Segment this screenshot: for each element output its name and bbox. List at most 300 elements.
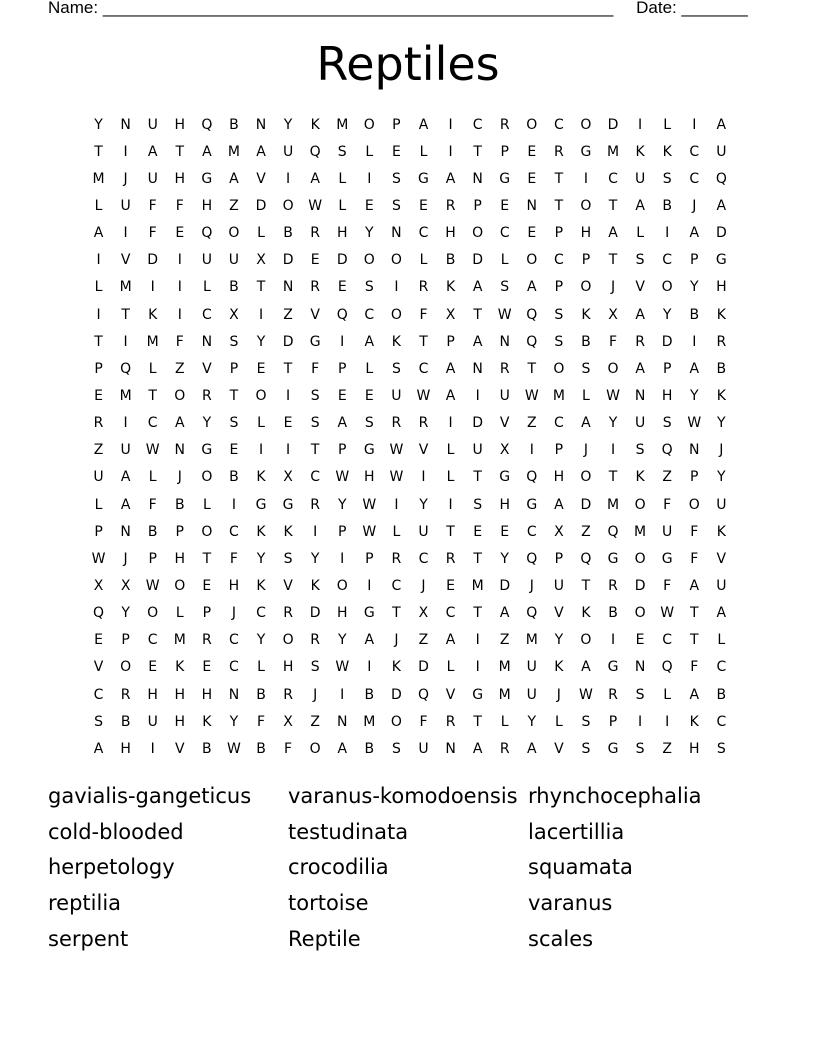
grid-letter: O [120, 659, 132, 676]
grid-letter: H [336, 225, 348, 242]
grid-letter: K [716, 306, 726, 323]
grid-letter: T [419, 333, 428, 350]
grid-letter: P [175, 523, 184, 540]
grid-letter: R [310, 632, 321, 649]
grid-letter: R [499, 740, 510, 757]
grid-letter: H [553, 469, 565, 486]
grid-letter: B [229, 279, 239, 296]
word-list-row [48, 921, 768, 957]
grid-letter: Z [662, 740, 672, 757]
grid-letter: F [148, 225, 157, 242]
grid-letter: O [309, 740, 321, 757]
grid-letter: J [610, 279, 616, 296]
grid-letter: O [607, 360, 619, 377]
grid-letter: T [121, 306, 130, 323]
grid-letter: L [663, 116, 672, 133]
grid-letter: A [635, 306, 645, 323]
grid-letter: V [93, 659, 104, 676]
grid-letter: F [690, 659, 699, 676]
grid-letter: R [499, 116, 510, 133]
word-list-item: rhynchocephalia [528, 783, 702, 808]
grid-letter: W [579, 686, 593, 703]
grid-letter: S [635, 442, 645, 459]
grid-letter: K [716, 387, 726, 404]
grid-letter: P [554, 442, 564, 459]
grid-letter: A [472, 279, 483, 296]
grid-letter: G [499, 469, 511, 486]
grid-letter: T [689, 605, 699, 622]
grid-letter: F [175, 333, 184, 350]
word-list-item: reptilia [48, 891, 122, 916]
grid-letter: B [256, 686, 266, 703]
grid-letter: Z [526, 415, 537, 432]
grid-letter: K [148, 306, 158, 323]
grid-letter: Q [715, 170, 727, 187]
grid-letter: T [554, 197, 564, 214]
grid-letter: V [716, 550, 727, 567]
grid-letter: S [94, 713, 103, 730]
grid-letter: A [147, 143, 158, 160]
grid-letter: P [229, 360, 239, 377]
grid-letter: F [419, 713, 428, 730]
grid-letter: U [553, 577, 564, 594]
grid-letter: I [258, 306, 264, 323]
grid-letter: K [256, 577, 266, 594]
grid-letter: E [94, 632, 103, 649]
grid-letter: C [553, 252, 564, 269]
grid-letter: Q [201, 225, 213, 242]
grid-letter: A [689, 577, 700, 594]
grid-letter: O [661, 279, 673, 296]
grid-letter: P [554, 279, 564, 296]
grid-letter: U [526, 659, 537, 676]
grid-letter: S [364, 415, 374, 432]
grid-letter: L [257, 415, 265, 432]
grid-letter: Q [526, 605, 538, 622]
grid-letter: C [93, 686, 104, 703]
grid-letter: E [364, 197, 374, 214]
grid-letter: Z [229, 197, 239, 214]
word-list-item: varanus-komodoensis [288, 783, 518, 808]
grid-row [85, 301, 735, 328]
grid-letter: I [123, 333, 128, 350]
grid-letter: I [448, 116, 453, 133]
grid-letter: F [419, 306, 428, 323]
grid-row [85, 491, 735, 518]
grid-letter: C [662, 632, 673, 649]
grid-letter: N [174, 442, 186, 459]
word-list-item: crocodilia [288, 855, 389, 880]
grid-letter: M [227, 143, 240, 160]
grid-letter: U [418, 523, 429, 540]
grid-letter: U [120, 197, 131, 214]
grid-letter: I [529, 442, 534, 459]
grid-letter: A [581, 415, 591, 432]
grid-letter: O [390, 713, 402, 730]
grid-letter: P [121, 632, 130, 649]
grid-letter: L [338, 197, 347, 214]
grid-letter: K [445, 279, 456, 296]
grid-letter: G [526, 496, 538, 513]
grid-letter: P [554, 550, 564, 567]
grid-letter: Y [256, 333, 266, 350]
grid-letter: H [120, 740, 131, 757]
grid-row [85, 382, 735, 409]
grid-letter: G [715, 252, 727, 269]
grid-letter: D [418, 659, 429, 676]
grid-letter: R [499, 360, 510, 377]
grid-letter: I [692, 116, 697, 133]
grid-letter: M [173, 632, 186, 649]
grid-letter: S [229, 415, 239, 432]
grid-letter: I [394, 279, 399, 296]
grid-letter: Z [581, 523, 591, 540]
grid-letter: P [554, 225, 564, 242]
grid-letter: H [499, 496, 510, 513]
grid-row [85, 111, 735, 138]
word-search-grid [85, 111, 735, 762]
grid-letter: B [229, 469, 239, 486]
grid-letter: B [174, 496, 185, 513]
grid-letter: H [282, 659, 294, 676]
grid-letter: U [418, 740, 429, 757]
grid-letter: W [389, 469, 404, 486]
grid-letter: A [337, 415, 348, 432]
grid-row [85, 681, 735, 708]
grid-letter: T [689, 632, 699, 649]
grid-letter: A [716, 197, 727, 214]
word-list [48, 778, 768, 957]
grid-letter: V [120, 252, 131, 269]
grid-row [85, 410, 735, 437]
grid-letter: O [336, 577, 348, 594]
grid-letter: A [472, 333, 483, 350]
grid-letter: A [716, 605, 727, 622]
grid-row [85, 355, 735, 382]
grid-letter: V [418, 442, 429, 459]
grid-letter: U [201, 252, 212, 269]
grid-letter: J [123, 550, 128, 567]
grid-letter: Y [121, 605, 130, 622]
grid-letter: A [256, 143, 266, 160]
grid-letter: I [692, 333, 697, 350]
grid-letter: S [635, 252, 645, 269]
grid-letter: P [338, 523, 347, 540]
grid-letter: I [638, 713, 643, 730]
grid-letter: Y [310, 550, 320, 567]
grid-letter: T [554, 170, 564, 187]
grid-letter: Q [661, 659, 673, 676]
grid-letter: V [174, 740, 185, 757]
grid-letter: E [527, 170, 537, 187]
grid-letter: Q [526, 306, 538, 323]
grid-letter: A [337, 740, 348, 757]
grid-letter: L [554, 713, 563, 730]
grid-letter: C [716, 659, 727, 676]
grid-letter: M [498, 659, 511, 676]
grid-letter: L [500, 713, 509, 730]
grid-letter: X [608, 306, 618, 323]
grid-letter: A [689, 686, 700, 703]
grid-letter: J [692, 197, 697, 214]
grid-letter: I [340, 333, 345, 350]
date-label: Date: [636, 0, 677, 17]
grid-letter: N [255, 116, 267, 133]
grid-letter: I [231, 496, 236, 513]
grid-letter: S [310, 387, 320, 404]
grid-letter: L [500, 252, 509, 269]
grid-letter: R [201, 387, 212, 404]
grid-letter: U [147, 713, 158, 730]
grid-letter: N [472, 360, 483, 377]
grid-letter: C [229, 659, 239, 676]
grid-letter: B [716, 360, 727, 377]
grid-letter: L [202, 279, 211, 296]
grid-letter: L [582, 387, 590, 404]
word-list-item: gavialis-gangeticus [48, 783, 252, 808]
grid-letter: U [634, 415, 646, 432]
grid-letter: R [445, 713, 456, 730]
grid-letter: O [634, 605, 646, 622]
grid-letter: A [689, 360, 700, 377]
grid-letter: C [553, 415, 564, 432]
grid-letter: Z [418, 632, 429, 649]
grid-row [85, 192, 735, 219]
word-list-row [48, 778, 768, 814]
grid-letter: I [475, 632, 480, 649]
grid-letter: Y [689, 387, 699, 404]
grid-letter: B [283, 225, 293, 242]
grid-letter: W [389, 442, 404, 459]
grid-letter: T [392, 605, 401, 622]
grid-letter: H [201, 197, 213, 214]
grid-letter: A [310, 170, 320, 187]
grid-letter: I [394, 496, 399, 513]
grid-letter: I [475, 387, 480, 404]
grid-letter: E [527, 143, 537, 160]
grid-letter: K [689, 713, 699, 730]
grid-letter: N [120, 116, 131, 133]
grid-letter: H [336, 605, 348, 622]
grid-row [85, 518, 735, 545]
grid-letter: C [364, 306, 375, 323]
grid-letter: L [419, 252, 428, 269]
grid-letter: K [662, 143, 672, 160]
grid-letter: R [418, 415, 429, 432]
grid-row [85, 572, 735, 599]
grid-letter: J [529, 577, 534, 594]
grid-letter: I [448, 415, 453, 432]
grid-letter: R [391, 415, 402, 432]
grid-letter: I [610, 442, 616, 459]
grid-letter: Y [717, 415, 726, 432]
grid-letter: M [363, 713, 376, 730]
grid-letter: L [148, 469, 157, 486]
grid-letter: G [607, 740, 619, 757]
grid-row [85, 545, 735, 572]
grid-letter: Q [607, 523, 619, 540]
grid-letter: Z [499, 632, 510, 649]
grid-letter: A [120, 496, 131, 513]
grid-letter: D [472, 415, 484, 432]
grid-letter: Q [309, 143, 321, 160]
grid-letter: S [581, 713, 591, 730]
grid-letter: U [391, 387, 402, 404]
grid-letter: S [391, 360, 401, 377]
grid-letter: E [283, 415, 293, 432]
grid-letter: C [147, 632, 158, 649]
grid-letter: X [445, 306, 456, 323]
grid-letter: P [581, 252, 591, 269]
word-list-item: herpetology [48, 855, 175, 880]
grid-letter: G [661, 550, 673, 567]
grid-letter: L [175, 605, 184, 622]
grid-letter: T [527, 360, 537, 377]
grid-letter: V [554, 605, 564, 622]
grid-letter: C [310, 469, 321, 486]
grid-letter: F [256, 713, 266, 730]
grid-letter: T [94, 333, 103, 350]
grid-letter: A [716, 116, 727, 133]
grid-letter: I [340, 686, 345, 703]
grid-letter: T [473, 605, 482, 622]
grid-letter: A [472, 740, 483, 757]
grid-letter: L [663, 686, 672, 703]
grid-letter: X [256, 252, 266, 269]
grid-letter: O [390, 252, 402, 269]
grid-letter: Y [500, 550, 509, 567]
grid-letter: L [446, 442, 455, 459]
grid-letter: Z [662, 469, 672, 486]
grid-letter: U [716, 577, 727, 594]
grid-letter: E [337, 387, 347, 404]
grid-letter: E [500, 197, 510, 214]
grid-letter: S [364, 279, 374, 296]
grid-row [85, 328, 735, 355]
grid-letter: E [148, 659, 158, 676]
grid-letter: S [662, 415, 672, 432]
grid-letter: E [229, 442, 239, 459]
grid-row [85, 437, 735, 464]
grid-letter: I [286, 170, 291, 187]
grid-letter: O [147, 605, 159, 622]
grid-letter: C [608, 170, 618, 187]
grid-letter: C [418, 360, 429, 377]
grid-letter: K [175, 659, 185, 676]
grid-letter: R [283, 605, 293, 622]
grid-letter: L [94, 197, 103, 214]
grid-letter: Y [283, 116, 293, 133]
grid-letter: X [120, 577, 131, 594]
grid-letter: C [662, 252, 673, 269]
grid-letter: S [337, 143, 347, 160]
grid-letter: C [553, 116, 564, 133]
grid-letter: Y [229, 713, 239, 730]
grid-letter: S [391, 197, 401, 214]
grid-letter: X [229, 306, 239, 323]
grid-letter: V [554, 740, 564, 757]
grid-letter: F [311, 360, 320, 377]
grid-letter: H [688, 740, 700, 757]
grid-letter: W [308, 197, 323, 214]
grid-letter: I [150, 740, 155, 757]
grid-letter: X [418, 605, 429, 622]
grid-letter: H [580, 225, 592, 242]
grid-letter: B [256, 740, 266, 757]
grid-letter: W [416, 387, 431, 404]
grid-letter: W [227, 740, 241, 757]
grid-letter: J [719, 442, 724, 459]
grid-letter: A [445, 632, 456, 649]
grid-letter: F [608, 333, 618, 350]
grid-letter: P [338, 360, 347, 377]
grid-letter: Y [365, 225, 374, 242]
grid-letter: S [310, 415, 320, 432]
grid-letter: P [690, 252, 699, 269]
grid-letter: J [583, 442, 589, 459]
grid-letter: I [448, 496, 453, 513]
grid-letter: L [202, 496, 211, 513]
grid-letter: W [362, 523, 377, 540]
grid-letter: I [123, 225, 128, 242]
grid-letter: S [391, 740, 401, 757]
grid-letter: V [256, 170, 266, 187]
grid-letter: F [148, 496, 157, 513]
grid-letter: M [146, 333, 159, 350]
grid-letter: S [310, 659, 320, 676]
grid-letter: R [120, 686, 131, 703]
date-blank: _______ [681, 0, 748, 17]
grid-letter: G [363, 442, 375, 459]
grid-letter: I [123, 143, 128, 160]
grid-letter: A [418, 116, 429, 133]
grid-letter: I [367, 170, 372, 187]
grid-letter: L [338, 170, 347, 187]
grid-letter: B [662, 197, 672, 214]
grid-letter: S [500, 279, 510, 296]
grid-letter: K [716, 523, 726, 540]
grid-letter: S [391, 170, 401, 187]
grid-letter: O [174, 577, 186, 594]
grid-letter: A [527, 279, 537, 296]
grid-letter: C [418, 550, 429, 567]
grid-letter: O [363, 116, 375, 133]
grid-letter: C [229, 523, 239, 540]
grid-letter: G [255, 496, 267, 513]
grid-letter: C [201, 306, 212, 323]
grid-letter: K [391, 659, 401, 676]
grid-letter: D [634, 577, 646, 594]
grid-letter: V [283, 577, 293, 594]
grid-letter: D [391, 686, 402, 703]
grid-letter: A [202, 143, 212, 160]
grid-letter: W [145, 577, 160, 594]
grid-letter: A [635, 197, 645, 214]
grid-letter: L [446, 659, 455, 676]
grid-letter: Y [202, 415, 212, 432]
grid-letter: O [580, 279, 592, 296]
grid-letter: I [286, 442, 291, 459]
grid-letter: K [581, 306, 591, 323]
grid-row [85, 274, 735, 301]
grid-letter: O [634, 496, 646, 513]
name-blank: ______________________________________________________ [102, 0, 614, 17]
grid-letter: T [202, 550, 212, 567]
grid-letter: C [147, 415, 158, 432]
page-title: Reptiles [316, 37, 500, 91]
grid-letter: I [367, 577, 372, 594]
grid-letter: C [716, 713, 727, 730]
